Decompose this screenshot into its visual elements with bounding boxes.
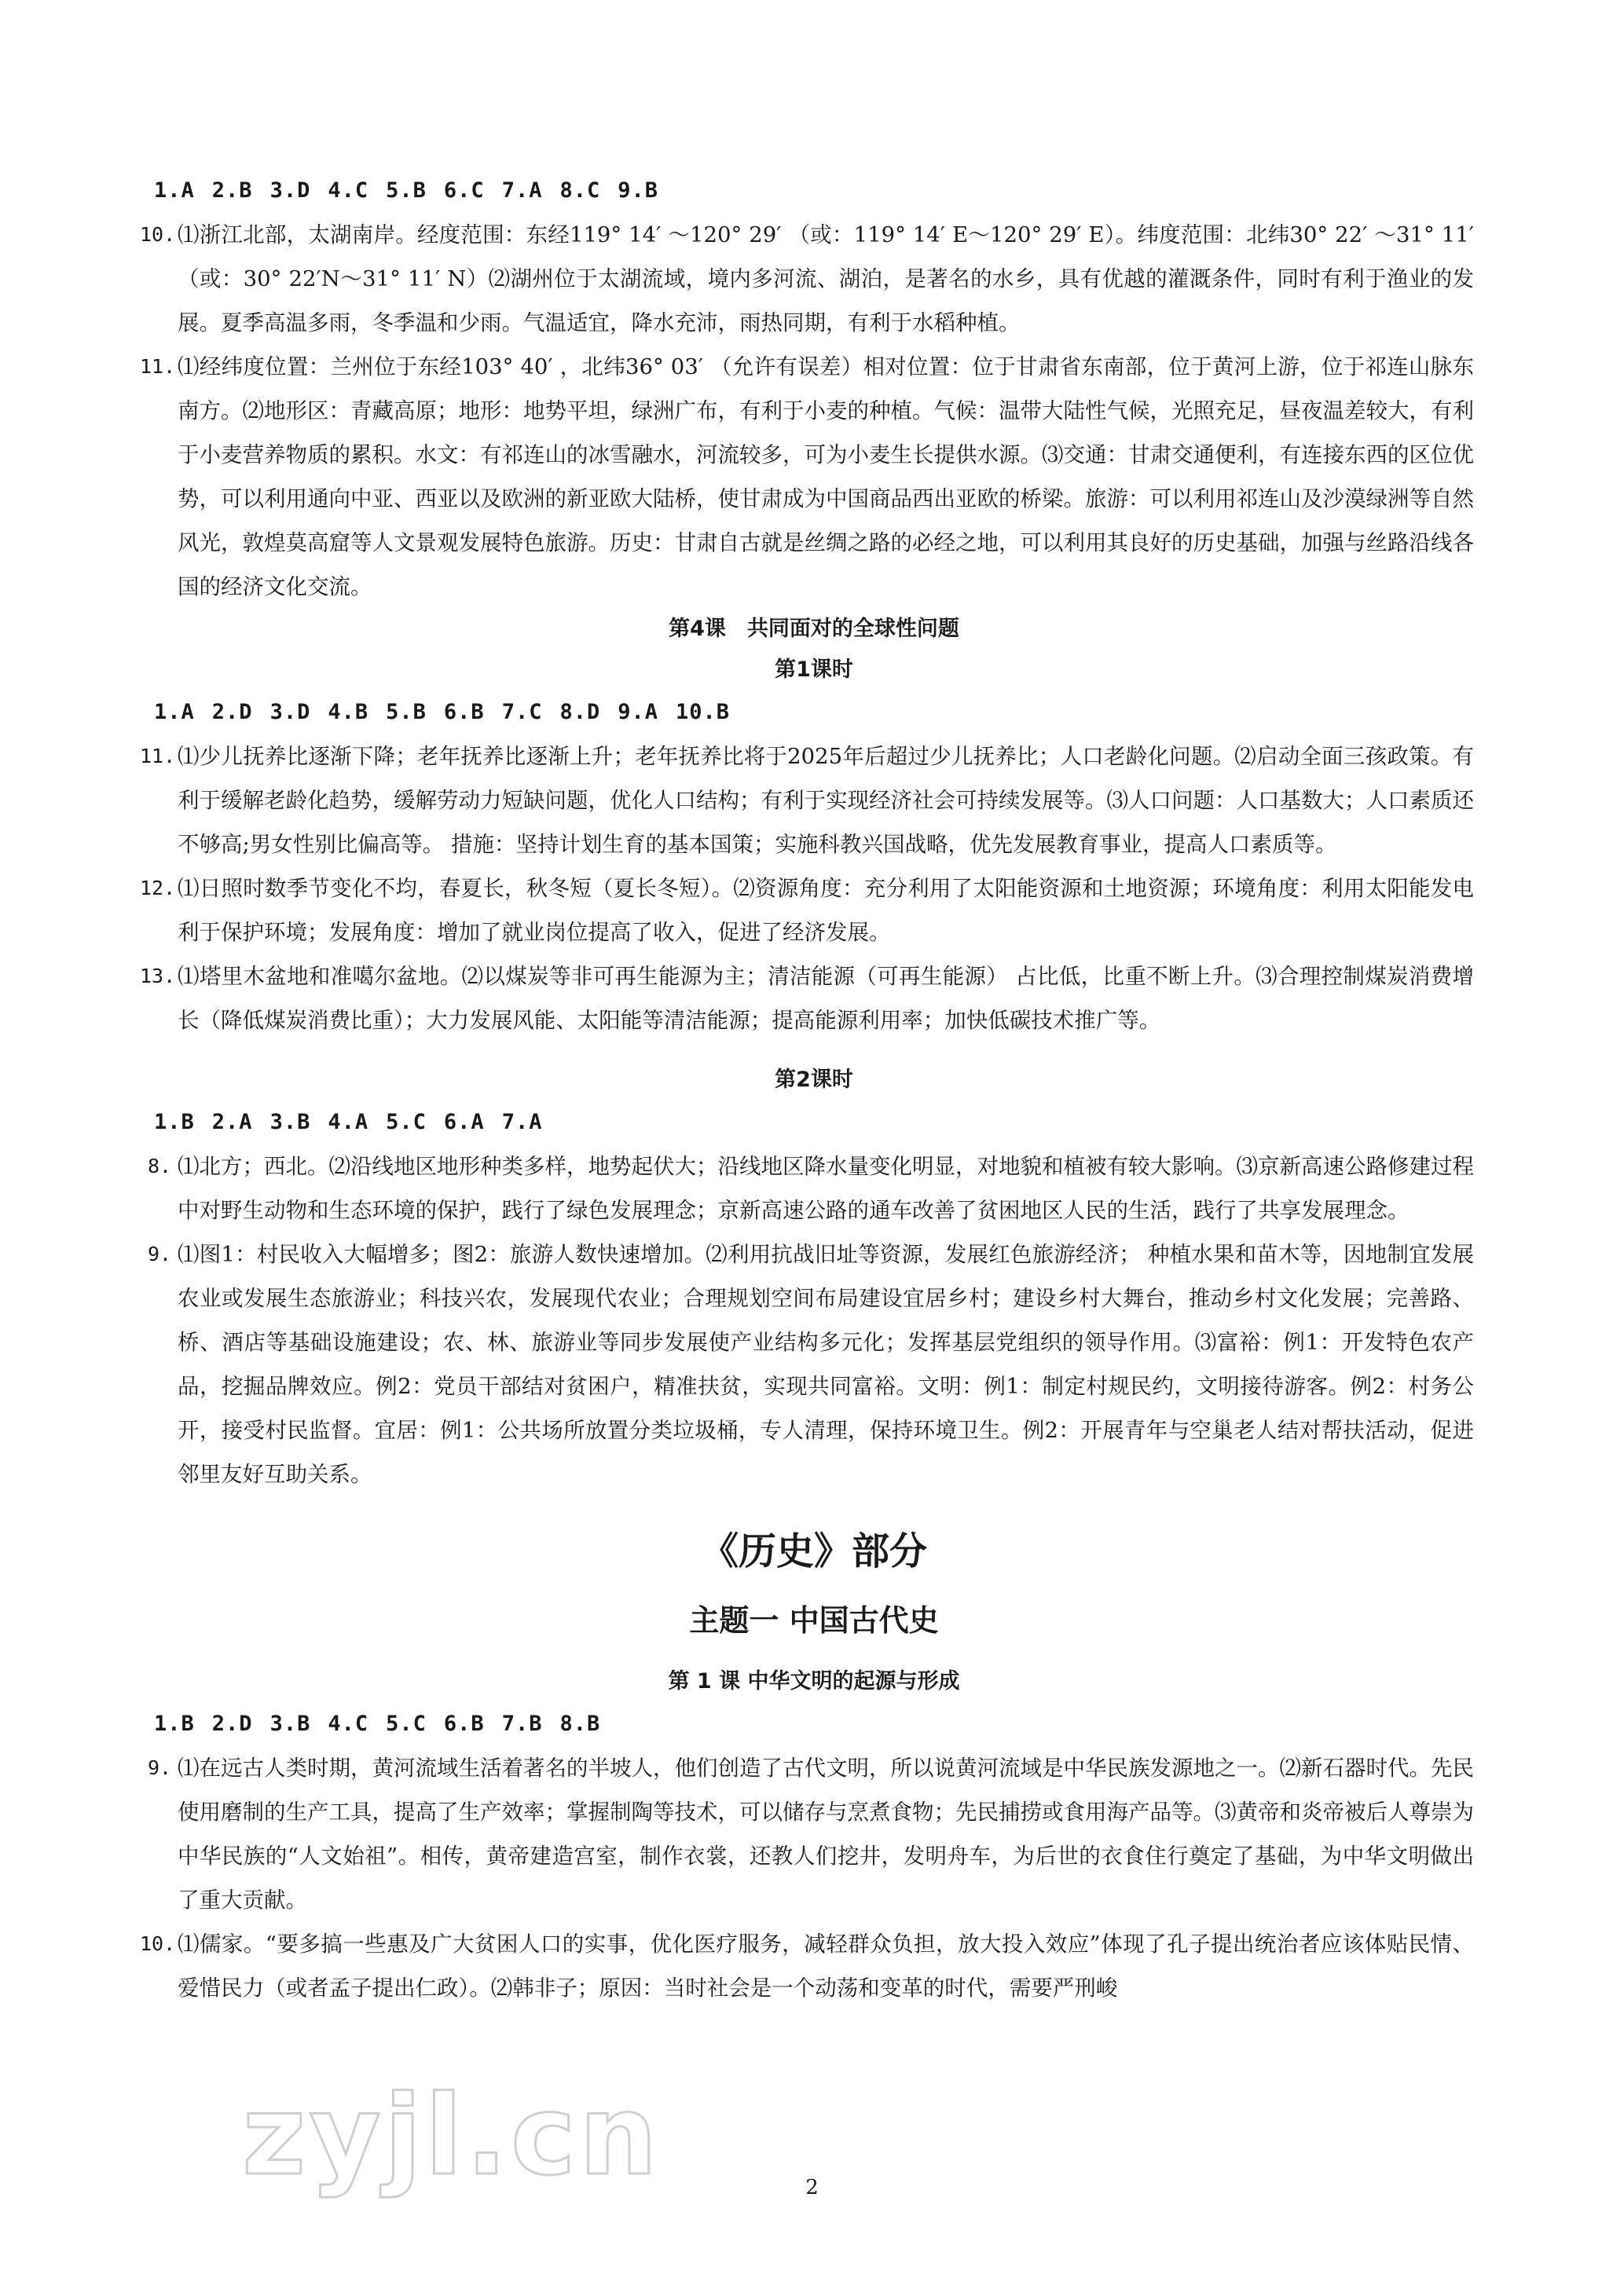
question-number: 9.: [148, 1756, 172, 1779]
answer-item: 6.B: [443, 700, 485, 724]
question-9: [148, 1746, 1474, 1922]
answer-item: 5.B: [386, 700, 427, 724]
answer-item: 7.A: [501, 178, 543, 203]
question-text: ⑴图1：村民收入大幅增多；图2：旅游人数快速增加。⑵利用抗战旧址等资源，发展红色旅游经济； 种植水果和苗木等，因地制宜发展农业或发展生态旅游业；科技兴农，发展现代农业；合理规划空间布局建设宜居乡村；建设乡村大舞台，推动乡村文化发展；完善路、桥、酒店等基础设施建设；农、林、旅游业等同步发展使产业结构多元化；发挥基层党组织的领导作用。⑶富裕：例1：开发特色农产品，挖掘品牌效应。例2：党员干部结对贫困户，精准扶贫，实现共同富裕。文明：例1：制定村规民约，文明接待游客。例2：村务公开，接受村民监督。宜居：例1：公共场所放置分类垃圾桶，专人清理，保持环境卫生。例2：开展青年与空巢老人结对帮扶活动，促进邻里友好互助关系。: [178, 1242, 1474, 1487]
answer-item: 5.B: [386, 178, 427, 203]
answer-item: 2.D: [211, 700, 253, 724]
answer-row: [154, 690, 1474, 734]
answer-row: [154, 169, 1474, 213]
question-9: [148, 1232, 1474, 1496]
answer-item: 1.A: [154, 178, 195, 203]
question-text: ⑴在远古人类时期，黄河流域生活着著名的半坡人，他们创造了古代文明，所以说黄河流域是中华民族发源地之一。⑵新石器时代。先民使用磨制的生产工具，提高了生产效率；掌握制陶等技术，可以储存与烹煮食物；先民捕捞或食用海产品等。⑶黄帝和炎帝被后人尊崇为中华民族的“人文始祖”。相传，黄帝建造宫室，制作衣裳，还教人们挖井，发明舟车，为后世的衣食住行奠定了基础，为中华文明做出了重大贡献。: [178, 1756, 1474, 1913]
answer-item: 6.C: [443, 178, 485, 203]
answer-item: 7.B: [501, 1712, 543, 1736]
answer-row: [154, 1100, 1474, 1144]
answer-item: 3.D: [269, 178, 311, 203]
answer-item: 3.B: [269, 1712, 311, 1736]
answer-row: [154, 1702, 1474, 1746]
question-text: ⑴经纬度位置：兰州位于东经103° 40′ ，北纬36° 03′ （允许有误差）相对位置：位于甘肃省东南部，位于黄河上游，位于祁连山脉东南方。⑵地形区：青藏高原；地形：地势平坦，绿洲广布，有利于小麦的种植。气候：温带大陆性气候，光照充足，昼夜温差较大，有利于小麦营养物质的累积。水文：有祁连山的冰雪融水，河流较多，可为小麦生长提供水源。⑶交通：甘肃交通便利，有连接东西的区位优势，可以利用通向中亚、西亚以及欧洲的新亚欧大陆桥，使甘肃成为中国商品西出亚欧的桥梁。旅游：可以利用祁连山及沙漠绿洲等自然风光，敦煌莫高窟等人文景观发展特色旅游。历史：甘肃自古就是丝绸之路的必经之地，可以利用其良好的历史基础，加强与丝路沿线各国的经济文化交流。: [178, 354, 1474, 599]
period-title: 第1课时: [775, 657, 853, 682]
answer-item: 2.B: [211, 178, 253, 203]
answer-item: 4.B: [328, 700, 369, 724]
answer-item: 2.A: [211, 1110, 253, 1134]
answer-item: 9.A: [618, 700, 659, 724]
answer-item: 9.B: [618, 178, 659, 203]
question-13: [140, 954, 1474, 1042]
answer-item: 10.B: [676, 700, 731, 724]
answer-item: 5.C: [386, 1110, 427, 1134]
question-11: [140, 734, 1474, 866]
question-number: 11.: [140, 355, 176, 378]
part-title: 《历史》部分: [700, 1529, 927, 1573]
question-12: [140, 866, 1474, 954]
question-text: ⑴塔里木盆地和准噶尔盆地。⑵以煤炭等非可再生能源为主；清洁能源（可再生能源） 占比低，比重不断上升。⑶合理控制煤炭消费增长（降低煤炭消费比重）；大力发展风能、太阳能等清洁能源；提高能源利用率；加快低碳技术推广等。: [178, 964, 1474, 1033]
answer-item: 2.D: [211, 1712, 253, 1736]
answer-item: 7.A: [501, 1110, 543, 1134]
question-number: 11.: [140, 745, 176, 767]
lesson-title: 第4课 共同面对的全球性问题: [669, 617, 959, 641]
question-number: 12.: [140, 877, 176, 899]
question-8: [148, 1144, 1474, 1232]
answer-content: [140, 169, 1474, 2010]
theme-title: 主题一 中国古代史: [689, 1603, 939, 1638]
question-number: 9.: [148, 1243, 172, 1265]
answer-item: 6.A: [443, 1110, 485, 1134]
question-number: 10.: [140, 223, 176, 246]
question-11: [140, 345, 1474, 609]
question-text: ⑴浙江北部，太湖南岸。经度范围：东经119° 14′ ～120° 29′ （或：119° 14′ E～120° 29′ E）。纬度范围：北纬30° 22′ ～31° 11′ （或：30° 22′N～31° 11′ N）⑵湖州位于太湖流域，境内多河流、湖泊，是著名的水乡，具有优越的灌溉条件，同时有利于渔业的发展。夏季高温多雨，冬季温和少雨。气温适宜，降水充沛，雨热同期，有利于水稻种植。: [178, 222, 1474, 335]
period-title: 第2课时: [775, 1067, 853, 1092]
answer-item: 1.B: [154, 1110, 195, 1134]
watermark-logo: zyjl.cn: [242, 2072, 661, 2200]
page-number: 2: [805, 2176, 819, 2199]
answer-item: 3.B: [269, 1110, 311, 1134]
answer-item: 7.C: [501, 700, 543, 724]
answer-item: 8.D: [559, 700, 601, 724]
question-number: 13.: [140, 965, 176, 987]
lesson-title: 第 1 课 中华文明的起源与形成: [668, 1669, 960, 1694]
answer-item: 3.D: [269, 700, 311, 724]
question-number: 10.: [140, 1932, 176, 1955]
answer-item: 4.A: [328, 1110, 369, 1134]
question-text: ⑴北方；西北。⑵沿线地区地形种类多样，地势起伏大；沿线地区降水量变化明显，对地貌和植被有较大影响。⑶京新高速公路修建过程中对野生动物和生态环境的保护，践行了绿色发展理念；京新高速公路的通车改善了贫困地区人民的生活，践行了共享发展理念。: [178, 1154, 1474, 1223]
question-10: [140, 1922, 1474, 2010]
question-text: ⑴儒家。“要多搞一些惠及广大贫困人口的实事，优化医疗服务，减轻群众负担，放大投入效应”体现了孔子提出统治者应该体贴民情、爱惜民力（或者孟子提出仁政）。⑵韩非子；原因：当时社会是一个动荡和变革的时代，需要严刑峻: [178, 1932, 1474, 2001]
answer-item: 1.A: [154, 700, 195, 724]
answer-item: 6.B: [443, 1712, 485, 1736]
answer-item: 4.C: [328, 178, 369, 203]
answer-item: 5.C: [386, 1712, 427, 1736]
answer-item: 1.B: [154, 1712, 195, 1736]
question-text: ⑴少儿抚养比逐渐下降；老年抚养比逐渐上升；老年抚养比将于2025年后超过少儿抚养比；人口老龄化问题。⑵启动全面三孩政策。有利于缓解老龄化趋势，缓解劳动力短缺问题，优化人口结构；有利于实现经济社会可持续发展等。⑶人口问题：人口基数大；人口素质还不够高;男女性别比偏高等。 措施：坚持计划生育的基本国策；实施科教兴国战略，优先发展教育事业，提高人口素质等。: [178, 744, 1474, 857]
answer-item: 4.C: [328, 1712, 369, 1736]
question-text: ⑴日照时数季节变化不均，春夏长，秋冬短（夏长冬短）。⑵资源角度：充分利用了太阳能资源和土地资源；环境角度：利用太阳能发电利于保护环境；发展角度：增加了就业岗位提高了收入，促进了经济发展。: [178, 876, 1474, 945]
answer-item: 8.B: [559, 1712, 601, 1736]
question-number: 8.: [148, 1155, 172, 1177]
answer-item: 8.C: [559, 178, 601, 203]
question-10: [140, 213, 1474, 345]
